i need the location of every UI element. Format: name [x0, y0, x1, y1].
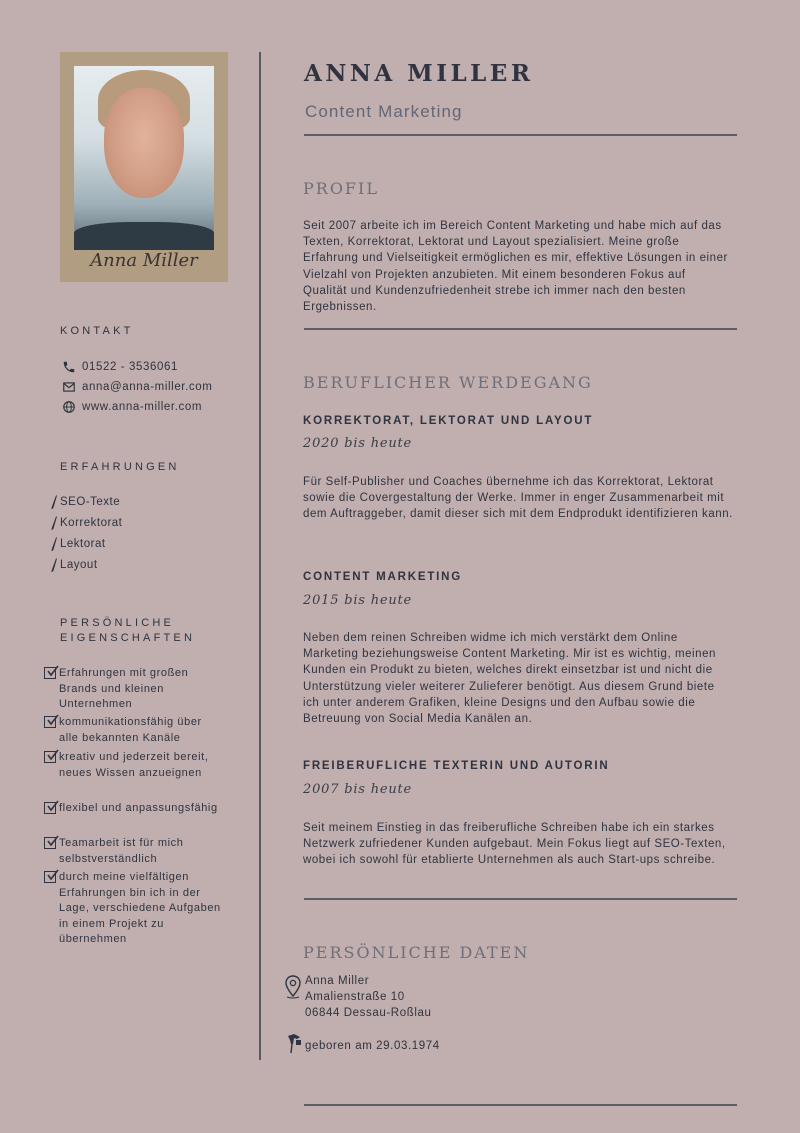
- divider: [304, 1104, 737, 1106]
- trait-text: durch meine vielfältigen Erfahrungen bin ich in der Lage, verschiedene Aufgaben in einem Projekt zu übernehmen: [59, 871, 221, 945]
- traits-heading-line2: EIGENSCHAFTEN: [60, 632, 196, 644]
- job-description: Für Self-Publisher und Coaches übernehme ich das Korrektorat, Lektorat sowie die Covergestaltung der Werke. Immer in enger Zusammenarbeit mit dem Auftraggeber, damit dieser sich mit dem Endprodukt identifizieren kann.: [303, 476, 733, 521]
- personal-name: Anna Miller: [305, 975, 370, 987]
- trait-item: [44, 836, 224, 867]
- trait-item: [44, 870, 224, 948]
- job-description: Seit meinem Einstieg in das freiberufliche Schreiben habe ich ein starkes Netzwerk zufriedener Kunden aufgebaut. Mein Fokus liegt auf SEO-Texten, wobei ich sowohl für etablierte Unternehmen als auch Start-ups schreibe.: [303, 822, 726, 867]
- trait-item: [44, 750, 224, 781]
- contact-website: [62, 400, 202, 414]
- person-name: ANNA MILLER: [304, 60, 534, 87]
- trait-text: flexibel und anpassungsfähig: [59, 802, 218, 814]
- column-divider: [259, 52, 261, 1060]
- profile-heading: PROFIL: [303, 179, 379, 198]
- job-title: KORREKTORAT, LEKTORAT UND LAYOUT: [303, 415, 594, 427]
- personal-city: 06844 Dessau-Roßlau: [305, 1007, 432, 1019]
- profile-text: Seit 2007 arbeite ich im Bereich Content Marketing und habe mich auf das Texten, Korrektorat, Lektorat und Layout spezialisiert. Meine große Erfahrung und Vielseitigkeit ermöglichen es mir, effektive Lösungen in einer Vielzahl von Projekten anzubieten. Mit einem besonderen Fokus auf Qualität und Kundenzufriedenheit strebe ich immer nach den besten Ergebnissen.: [303, 220, 728, 314]
- job-period: 2015 bis heute: [303, 593, 413, 608]
- phone-icon: [62, 360, 76, 374]
- job-description: Neben dem reinen Schreiben widme ich mich verstärkt dem Online Marketing beziehungsweise Content Marketing. Mir ist es wichtig, meinen Kunden ein Produkt zu bieten, welches direkt einsetzbar ist und nicht die Unterstützung vieler weiterer Zulieferer benötigt. Aus diesem Grund biete ich unter anderem Grafiken, kleine Designs und den Aufbau sowie die Betreuung von Social Media Kanälen an.: [303, 632, 716, 726]
- pen-icon: [50, 537, 59, 551]
- profile-photo: [74, 66, 214, 250]
- stork-icon: [285, 1032, 303, 1054]
- photo-frame: [60, 52, 228, 282]
- contact-heading: KONTAKT: [60, 325, 134, 337]
- job-period: 2007 bis heute: [303, 782, 413, 797]
- trait-item: [44, 666, 224, 713]
- experience-item: [50, 516, 122, 530]
- experience-item-label: Layout: [60, 559, 98, 571]
- checkbox-icon: [44, 871, 56, 883]
- job-period: 2020 bis heute: [303, 436, 413, 451]
- trait-text: Teamarbeit ist für mich selbstverständlich: [59, 837, 184, 865]
- experience-item: [50, 537, 106, 551]
- contact-email: [62, 380, 212, 394]
- contact-phone-text: 01522 - 3536061: [82, 361, 178, 373]
- job-title: FREIBERUFLICHE TEXTERIN UND AUTORIN: [303, 760, 610, 772]
- trait-item: [44, 715, 224, 746]
- signature: Anna Miller: [90, 250, 198, 271]
- experience-item-label: SEO-Texte: [60, 496, 121, 508]
- divider: [304, 328, 737, 330]
- divider: [304, 134, 737, 136]
- checkbox-icon: [44, 667, 56, 679]
- checkbox-icon: [44, 802, 56, 814]
- pen-icon: [50, 516, 59, 530]
- experience-item-label: Lektorat: [60, 538, 106, 550]
- job-subtitle: Content Marketing: [305, 102, 463, 121]
- personal-heading: PERSÖNLICHE DATEN: [303, 943, 530, 962]
- personal-birth: geboren am 29.03.1974: [305, 1040, 440, 1052]
- divider: [304, 898, 737, 900]
- contact-website-link[interactable]: www.anna-miller.com: [82, 401, 203, 413]
- globe-icon: [62, 400, 76, 414]
- mail-icon: [62, 380, 76, 394]
- contact-phone: [62, 360, 178, 374]
- experience-item-label: Korrektorat: [60, 517, 123, 529]
- trait-text: kommunikationsfähig über alle bekannten Kanäle: [59, 716, 202, 744]
- experience-heading: ERFAHRUNGEN: [60, 461, 180, 473]
- checkbox-icon: [44, 751, 56, 763]
- traits-heading: [60, 616, 195, 646]
- trait-item: [44, 801, 224, 817]
- job-title: CONTENT MARKETING: [303, 571, 463, 583]
- checkbox-icon: [44, 716, 56, 728]
- checkbox-icon: [44, 837, 56, 849]
- traits-heading-line1: PERSÖNLICHE: [60, 617, 175, 629]
- location-pin-icon: [284, 975, 302, 999]
- pen-icon: [50, 495, 59, 509]
- contact-email-link[interactable]: anna@anna-miller.com: [82, 381, 213, 393]
- trait-text: Erfahrungen mit großen Brands und kleinen Unternehmen: [59, 667, 189, 710]
- trait-text: kreativ und jederzeit bereit, neues Wissen anzueignen: [59, 751, 209, 779]
- pen-icon: [50, 558, 59, 572]
- personal-street: Amalienstraße 10: [305, 991, 405, 1003]
- career-heading: BERUFLICHER WERDEGANG: [303, 373, 593, 392]
- experience-item: [50, 558, 98, 572]
- experience-item: [50, 495, 120, 509]
